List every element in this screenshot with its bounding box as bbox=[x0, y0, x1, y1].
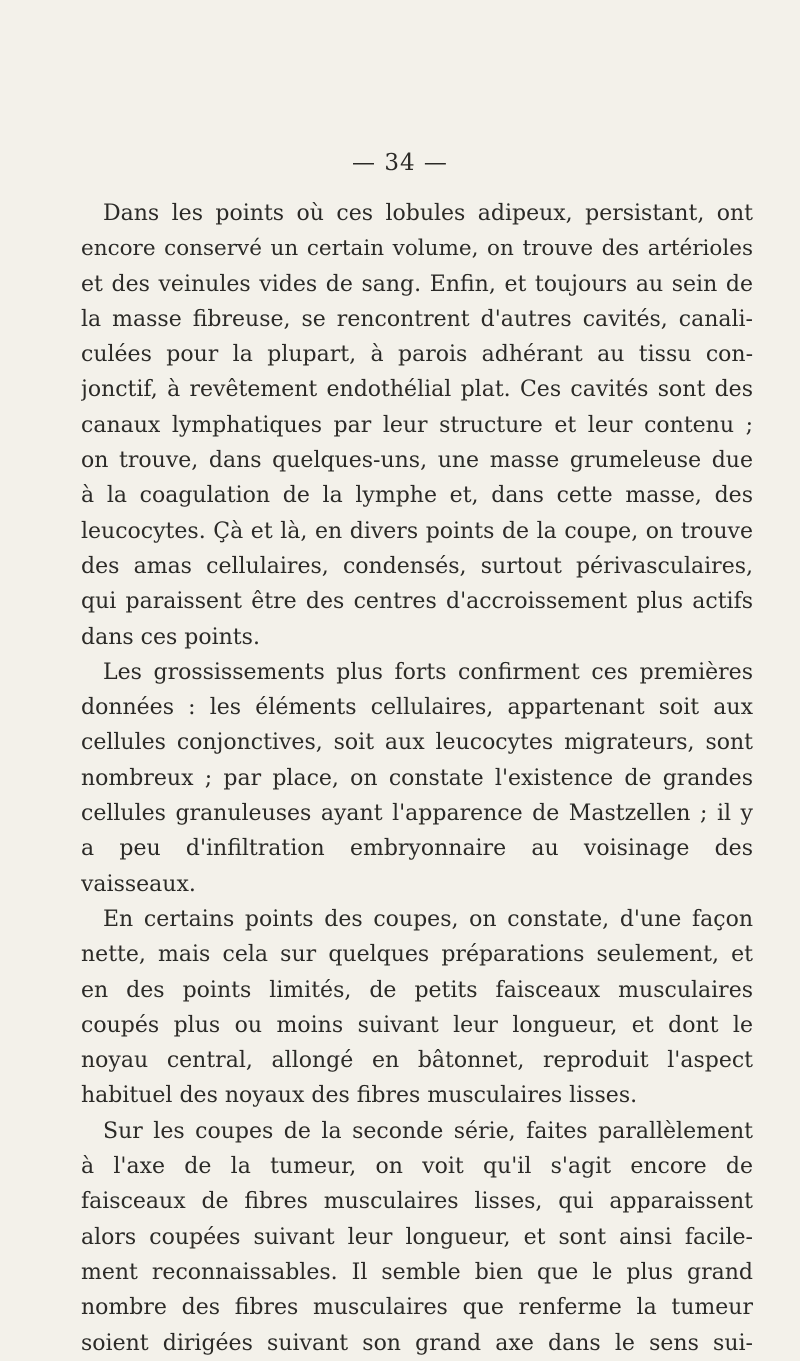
text-line: à l'axe de la tumeur, on voit qu'il s'agit encore de bbox=[81, 1154, 753, 1180]
text-line: coupés plus ou moins suivant leur longueur, et dont le bbox=[81, 1012, 753, 1038]
text-line: en des points limités, de petits faisceaux musculaires bbox=[81, 977, 753, 1003]
text-line: on trouve, dans quelques-uns, une masse grumeleuse due bbox=[81, 448, 753, 474]
text-line: En certains points des coupes, on constate, d'une façon bbox=[103, 906, 753, 932]
text-line: canaux lymphatiques par leur structure et leur contenu ; bbox=[81, 412, 753, 438]
text-line: Dans les points où ces lobules adipeux, persistant, ont bbox=[103, 201, 753, 226]
text-line: a peu d'infiltration embryonnaire au voisinage des bbox=[81, 836, 753, 862]
text-line: des amas cellulaires, condensés, surtout périvasculaires, bbox=[81, 553, 753, 579]
text-line: dans ces points. bbox=[81, 624, 260, 650]
text-line: Sur les coupes de la seconde série, faites parallèlement bbox=[103, 1118, 753, 1144]
text-line: données : les éléments cellulaires, appartenant soit aux bbox=[81, 695, 753, 721]
text-line: soient dirigées suivant son grand axe dans le sens sui- bbox=[81, 1330, 753, 1356]
text-line: qui paraissent être des centres d'accroissement plus actifs bbox=[81, 589, 753, 615]
text-line: habituel des noyaux des fibres musculaires lisses. bbox=[81, 1083, 638, 1109]
text-line: jonctif, à revêtement endothélial plat. Ces cavités sont des bbox=[81, 377, 753, 403]
text-line: cellules conjonctives, soit aux leucocytes migrateurs, sont bbox=[81, 730, 753, 756]
text-line: faisceaux de fibres musculaires lisses, qui apparaissent bbox=[81, 1189, 753, 1215]
text-line: la masse fibreuse, se rencontrent d'autres cavités, canali- bbox=[81, 306, 753, 332]
text-line: nombreux ; par place, on constate l'existence de grandes bbox=[81, 765, 753, 791]
page-number: — 34 — bbox=[352, 150, 448, 176]
text-line: nette, mais cela sur quelques préparations seulement, et bbox=[81, 942, 753, 968]
text-line: cellules granuleuses ayant l'apparence de Mastzellen ; il y bbox=[81, 801, 753, 827]
text-line: Les grossissements plus forts confirment ces premières bbox=[103, 659, 753, 685]
body-text bbox=[81, 196, 753, 1361]
text-line: nombre des fibres musculaires que renferme la tumeur bbox=[81, 1295, 753, 1321]
text-line: vaisseaux. bbox=[81, 871, 196, 897]
text-line: alors coupées suivant leur longueur, et sont ainsi facile- bbox=[81, 1224, 753, 1250]
text-line: leucocytes. Çà et là, en divers points de la coupe, on trouve bbox=[81, 518, 753, 544]
text-line: culées pour la plupart, à parois adhérant au tissu con- bbox=[81, 342, 753, 368]
text-line: et des veinules vides de sang. Enfin, et toujours au sein de bbox=[81, 271, 753, 297]
text-line: encore conservé un certain volume, on trouve des artérioles bbox=[81, 236, 753, 262]
text-line: à la coagulation de la lymphe et, dans cette masse, des bbox=[81, 483, 753, 509]
text-line: ment reconnaissables. Il semble bien que le plus grand bbox=[81, 1259, 753, 1285]
text-line: noyau central, allongé en bâtonnet, reproduit l'aspect bbox=[81, 1048, 753, 1074]
